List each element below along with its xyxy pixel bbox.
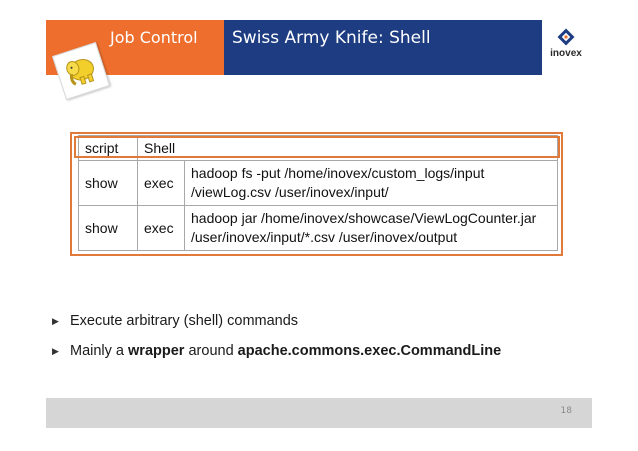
bullet-item <box>52 306 501 336</box>
table-cell: exec <box>138 161 185 206</box>
inovex-diamond-icon <box>542 28 590 48</box>
command-line: /viewLog.csv /user/inovex/input/ <box>191 184 389 200</box>
brand-name: inovex <box>550 48 582 59</box>
bullet-list <box>52 306 501 366</box>
page-number: 18 <box>560 406 572 416</box>
table-cell: show <box>79 161 138 206</box>
table-header-cell: script <box>79 136 138 161</box>
bullet-bold-term: wrapper <box>128 343 185 359</box>
bullet-bold-term: apache.commons.exec.CommandLine <box>237 343 502 359</box>
table-row <box>79 206 558 251</box>
hadoop-elephant-icon <box>60 50 102 91</box>
table-header-cell: Shell <box>138 136 558 161</box>
triangle-bullet-icon: ▶ <box>52 345 59 356</box>
table-header-row <box>79 136 558 161</box>
footer-bar <box>46 398 592 428</box>
bullet-text-middle: around <box>184 343 238 359</box>
table-cell-command <box>185 206 558 251</box>
command-line: hadoop fs -put /home/inovex/custom_logs/input <box>191 165 485 181</box>
table-cell: exec <box>138 206 185 251</box>
table-cell: show <box>79 206 138 251</box>
triangle-bullet-icon: ▶ <box>52 315 59 326</box>
bullet-text <box>70 343 501 359</box>
bullet-text: Execute arbitrary (shell) commands <box>70 313 299 329</box>
bullet-item <box>52 336 501 366</box>
table-cell-command <box>185 161 558 206</box>
command-table <box>78 135 558 251</box>
bullet-text-prefix: Mainly a <box>70 343 129 359</box>
command-line: hadoop jar /home/inovex/showcase/ViewLogCounter.jar <box>191 210 537 226</box>
inovex-logo <box>542 28 590 64</box>
table-row <box>79 161 558 206</box>
command-line: /user/inovex/input/*.csv /user/inovex/output <box>191 229 458 245</box>
section-label: Job Control <box>110 28 198 47</box>
slide-title: Swiss Army Knife: Shell <box>232 28 431 48</box>
